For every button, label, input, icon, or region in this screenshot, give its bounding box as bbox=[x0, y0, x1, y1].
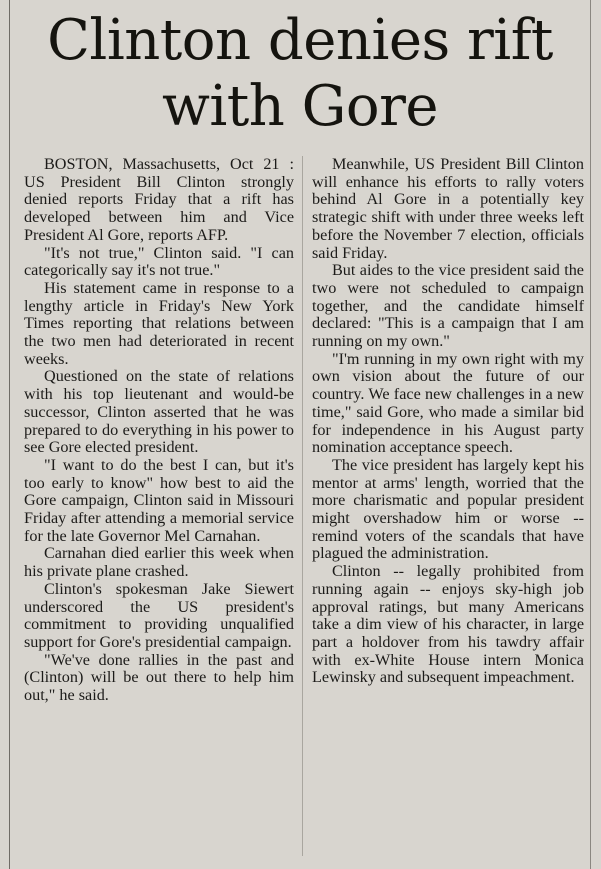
paragraph: "I want to do the best I can, but it's too early to know" how best to aid the Gore campaign, Clinton said in Missouri Friday after attending a memorial service for the late Governor Mel Carnahan. bbox=[24, 455, 294, 545]
paragraph: "We've done rallies in the past and (Clinton) will be out there to help him out," he said. bbox=[24, 650, 294, 705]
paragraph: "I'm running in my own right with my own vision about the future of our country. We face new challenges in a new time," said Gore, who made a similar bid for independence in his August party nomination acceptance speech. bbox=[312, 349, 584, 457]
paragraph: Meanwhile, US President Bill Clinton will enhance his efforts to rally voters behind Al Gore in a potentially key strategic shift with under three weeks left before the November 7 election, officials said Friday. bbox=[312, 155, 584, 262]
headline-line-1: Clinton denies rift bbox=[47, 8, 553, 73]
paragraph: His statement came in response to a lengthy article in Friday's New York Times reporting that relations between the two men had deteriorated in recent weeks. bbox=[24, 278, 294, 368]
article-column-right bbox=[312, 156, 584, 687]
article-column-left bbox=[24, 156, 294, 705]
paragraph: Clinton -- legally prohibited from running again -- enjoys sky-high job approval ratings, but many Americans take a dim view of his character, in large part a holdover from his tawdry affair with ex-White House intern Monica Lewinsky and subsequent impeachment. bbox=[312, 562, 584, 687]
paragraph: Questioned on the state of relations with his top lieutenant and would-be successor, Clinton asserted that he was prepared to do everything in his power to see Gore elected president. bbox=[24, 367, 294, 457]
paragraph: Carnahan died earlier this week when his private plane crashed. bbox=[24, 544, 294, 581]
page-rule-left bbox=[9, 0, 10, 869]
paragraph: But aides to the vice president said the two were not scheduled to campaign together, and the candidate himself declared: "This is a campaign that I am running on my own." bbox=[312, 261, 584, 351]
paragraph: BOSTON, Massachusetts, Oct 21 : US President Bill Clinton strongly denied reports Friday that a rift has developed between him and Vice President Al Gore, reports AFP. bbox=[24, 155, 294, 244]
headline-line-2: with Gore bbox=[161, 74, 439, 139]
page-rule-right bbox=[590, 0, 591, 869]
paragraph: Clinton's spokesman Jake Siewert underscored the US president's commitment to providing unqualified support for Gore's presidential campaign. bbox=[24, 579, 294, 651]
column-divider bbox=[302, 156, 303, 856]
paragraph: The vice president has largely kept his mentor at arms' length, worried that the more charismatic and popular president might overshadow him or worse -- remind voters of the scandals that have plagued the administration. bbox=[312, 455, 584, 563]
headline bbox=[14, 8, 586, 140]
paragraph: "It's not true," Clinton said. "I can categorically say it's not true." bbox=[24, 243, 294, 280]
